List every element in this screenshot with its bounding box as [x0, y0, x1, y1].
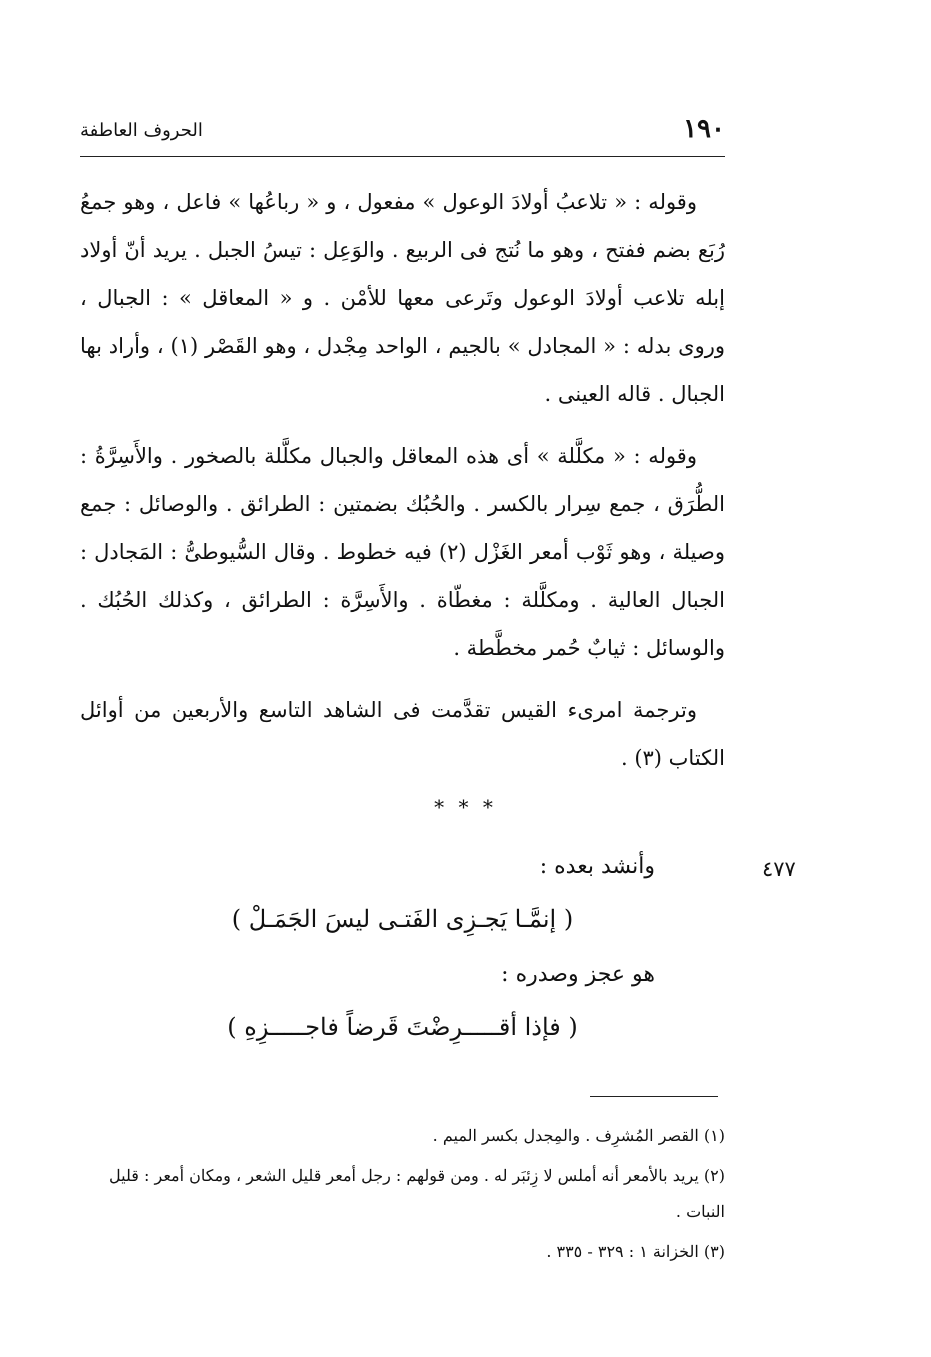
main-text [80, 178, 725, 782]
page-number: ١٩٠ [683, 114, 725, 144]
page-header [80, 112, 725, 152]
header-rule [80, 156, 725, 157]
paragraph: وترجمة امرىء القيس تقدَّمت فى الشاهد التاسع والأربعين من أوائل الكتاب (٣) . [80, 698, 725, 770]
footnote: (٢) يريد بالأمعر أنه أملس لا زِئبَر له . ومن قولهم : رجل أمعر قليل الشعر ، ومكان أمعر : قليل النبات . [109, 1166, 725, 1221]
entry-number: ٤٧٧ [762, 857, 796, 881]
footnotes [80, 1118, 725, 1274]
verse-intro: هو عجز وصدره : [501, 962, 655, 987]
footnote-rule [590, 1096, 718, 1097]
paragraph: وقوله : « تلاعبُ أولادَ الوعول » مفعول ، و « رباعُها » فاعل ، وهو جمعُ رُبَع بضم ففتح ، وهو ما نُتج فى الربيع . والوَعِل : تيسُ الجبل . يريد أنّ أولاد إبله تلاعب أولادَ الوعول وتَرعى معها للأمْن . و « المعاقل » : الجبال ، وروى بدله : « المجادل » بالجيم ، الواحد مِجْدل ، وهو القَصْر (١) ، وأراد بها الجبال . قاله العينى . [80, 190, 725, 406]
verse-line: ( إنمَّـا يَجـزِى الفَتـى ليسَ الجَمَـلْ ) [231, 905, 574, 933]
verse-line: ( فإذا أقـــــرِضْتَ قَرضاً فاجـــــزِهِ ) [227, 1013, 578, 1041]
verse-intro: وأنشد بعده : [539, 854, 655, 879]
paragraph: وقوله : « مكلَّلة » أى هذه المعاقل والجبال مكلَّلة بالصخور . والأَسِرَّةُ : الطُّرَق ، جمع سِرار بالكسر . والحُبُك بضمتين : الطرائق . والوصائل : جمع وصيلة ، وهو ثَوْب أمعر الغَزْل (٢) فيه خطوط . وقال السُّيوطىُّ : المَجادل : الجبال العالية . ومكلَّلة : مغطّاة . والأَسِرَّة : الطرائق ، وكذلك الحُبُك . والوسائل : ثيابٌ حُمر مخطَّطة . [80, 444, 725, 660]
section-separator: * * * [434, 795, 497, 819]
running-title: الحروف العاطفة [80, 120, 203, 141]
footnote: (٣) الخزانة ١ : ٣٢٩ - ٣٣٥ . [546, 1242, 725, 1261]
footnote: (١) القصر المُشرِف . والمِجدل بكسر الميم . [432, 1126, 725, 1145]
